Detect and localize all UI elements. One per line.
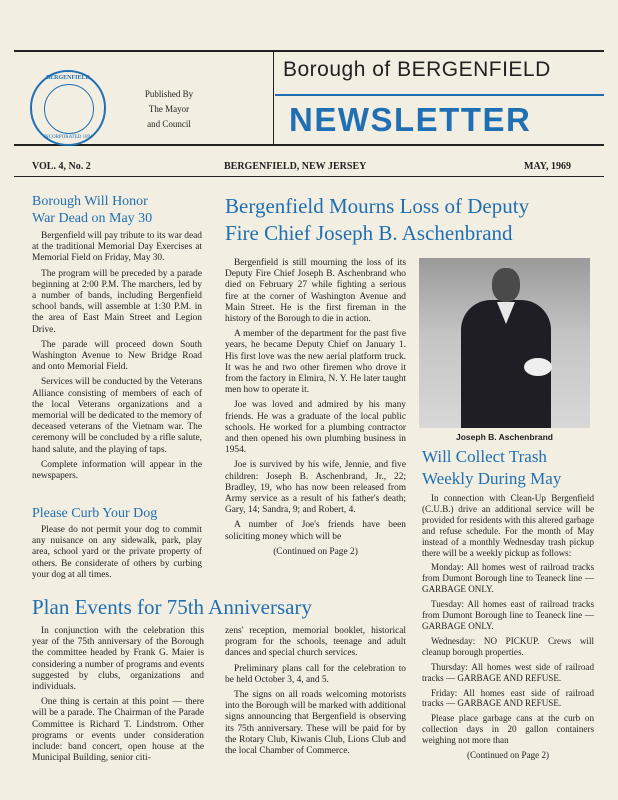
curb-article: Please do not permit your dog to commit any nuisance on any sidewalk, park, play area, school yard or the private property of others. Be considerate of others by curbing your dog at all times. [32, 525, 202, 580]
anniversary-col-2: zens' reception, memorial booklet, historical program for the schools, teenage and adult dances and special church services. Preliminary plans call for the celebration to be held October 3, 4, and 5. The signs on all roads welcoming motorists into the Borough will be marked with additional signs announcing that Bergenfield is observing its 75th anniversary. These will be paid for by the Rotary Club, Kiwanis Club, Lions Club and the local Chamber of Commerce. [225, 626, 406, 757]
masthead-divider [273, 52, 274, 144]
curb-headline: Please Curb Your Dog [32, 506, 158, 521]
seal-text-bottom: INCORPORATED 1894 [43, 135, 93, 140]
photo-caption: Joseph B. Aschenbrand [456, 432, 553, 442]
borough-seal [30, 70, 106, 146]
dateline-rule [14, 176, 604, 177]
anniversary-headline: Plan Events for 75th Anniversary [32, 595, 312, 619]
publisher-credit: Published By The Mayor and Council [144, 89, 194, 129]
honor-headline: Borough Will Honor War Dead on May 30 [32, 194, 153, 226]
fire-article: Bergenfield is still mourning the loss of its Deputy Fire Chief Joseph B. Aschenbrand who died on February 27 while fighting a serious fire at the corner of Washington Avenue and Main Street. He is the first fireman in the history of the Borough to die in action. A member of the department for the past five years, he became Deputy Chief on January 1. His first love was the new aerial platform truck. It was he and two other firemen who drove it from the factory in Elmira, N. Y. He later taught men how to operate it. Joe was loved and admired by his many friends. He was a graduate of the local public schools. He worked for a plumbing contractor and then opened his own plumbing business in 1954. Joe is survived by his wife, Jennie, and five children: Joseph B. Aschenbrand, Jr., 22; Bradley, 19, who has now been released from Army service as a result of his father's death; Gary, 14; Sandra, 9; and Robert, 4. A number of Joe's friends have been soliciting money which will be (Continued on Page 2) [225, 258, 406, 557]
newsletter-title: NEWSLETTER [289, 101, 532, 138]
masthead-bottom-rule [14, 144, 604, 146]
fire-headline: Bergenfield Mourns Loss of Deputy Fire Chief Joseph B. Aschenbrand [225, 194, 530, 245]
trash-article: In connection with Clean-Up Bergenfield (C.U.B.) drive an additional service will be provided for residents with this altered garbage and refuse schedule. For the month of May instead of a monthly Wednesday trash pickup there will be a weekly pickup as follows: Monday: All homes west of railroad tracks from Dumont Borough line to Teaneck line — GARBAGE ONLY. Tuesday: All homes east of railroad tracks from Dumont Borough line to Teaneck line — GARBAGE ONLY. Wednesday: NO PICKUP. Crews will cleanup borough properties. Thursday: All homes west side of railroad tracks — GARBAGE AND REFUSE. Friday: All homes east side of railroad tracks — GARBAGE AND REFUSE. Please place garbage cans at the curb on collection days in 20 gallon containers weighing not more than (Continued on Page 2) [422, 493, 594, 761]
issue-date: MAY, 1969 [524, 161, 572, 172]
trash-continued: (Continued on Page 2) [466, 750, 550, 761]
place-line: BERGENFIELD, NEW JERSEY [224, 161, 367, 172]
trash-headline: Will Collect Trash Weekly During May [422, 447, 562, 488]
top-rule [14, 50, 604, 52]
aschenbrand-photo [419, 258, 590, 428]
volume-number: VOL. 4, No. 2 [32, 161, 91, 172]
anniversary-col-1: In conjunction with the celebration this year of the 75th anniversary of the Borough the committee headed by Frank G. Maier is considering a number of programs and events suggested by clubs, organizations and individuals. One thing is certain at this point — there will be a parade. The Chairman of the Parade Committee is Richard T. Lindstrom. Other programs or events under consideration include: band concert, open house at the Municipal Building, senior citi- [32, 626, 204, 764]
fire-continued: (Continued on Page 2) [273, 546, 358, 557]
honor-article: Bergenfield will pay tribute to its war dead at the traditional Memorial Day Exercises at Memorial Field on Friday, May 30. The program will be preceded by a parade beginning at 2:00 P.M. The marchers, led by a number of bands, including Bergenfield school bands, will assemble at 1:30 P.M. in the area of East Main Street and Legion Drive. The parade will proceed down South Washington Avenue to New Bridge Road and onto Memorial Field. Services will be conducted by the Veterans Alliance consisting of members of each of the local Veterans organizations and a memorial will be dedicated to the memory of deceased veterans of the Vietnam war. The ceremony will be concluded by a rifle salute, hand salute, and the playing of taps. Complete information will appear in the newspapers. [32, 231, 202, 482]
borough-title: Borough of BERGENFIELD [283, 58, 551, 81]
masthead-blue-rule [275, 94, 604, 96]
seal-text-top: BERGENFIELD [46, 75, 90, 81]
